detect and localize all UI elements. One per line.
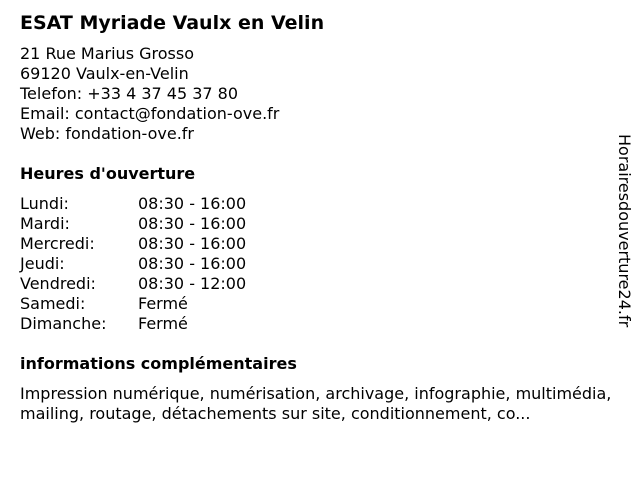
additional-info-text: Impression numérique, numérisation, archivage, infographie, multimédia, mailing, routage, détachements sur site, conditionnement, co... [20, 384, 612, 423]
additional-info-heading: informations complémentaires [20, 354, 297, 373]
hours-value: 08:30 - 16:00 [138, 214, 247, 233]
day-label: Lundi: [20, 194, 69, 213]
email-line[interactable]: Email: contact@fondation-ove.fr [20, 104, 280, 123]
day-label: Samedi: [20, 294, 86, 313]
website-line[interactable]: Web: fondation-ove.fr [20, 124, 194, 143]
hours-value: Fermé [138, 314, 188, 333]
street-address: 21 Rue Marius Grosso [20, 44, 194, 63]
hours-value: 08:30 - 12:00 [138, 274, 247, 293]
day-label: Mardi: [20, 214, 70, 233]
phone-line[interactable]: Telefon: +33 4 37 45 37 80 [20, 84, 239, 103]
city-line: 69120 Vaulx-en-Velin [20, 64, 189, 83]
site-watermark: Horairesdouverture24.fr [615, 134, 634, 328]
day-label: Vendredi: [20, 274, 96, 293]
day-label: Dimanche: [20, 314, 107, 333]
business-name: ESAT Myriade Vaulx en Velin [20, 12, 325, 34]
day-label: Jeudi: [20, 254, 65, 273]
day-label: Mercredi: [20, 234, 95, 253]
hours-value: Fermé [138, 294, 188, 313]
hours-value: 08:30 - 16:00 [138, 234, 247, 253]
hours-value: 08:30 - 16:00 [138, 254, 247, 273]
opening-hours-heading: Heures d'ouverture [20, 164, 196, 183]
hours-value: 08:30 - 16:00 [138, 194, 247, 213]
contact-block [20, 44, 279, 144]
